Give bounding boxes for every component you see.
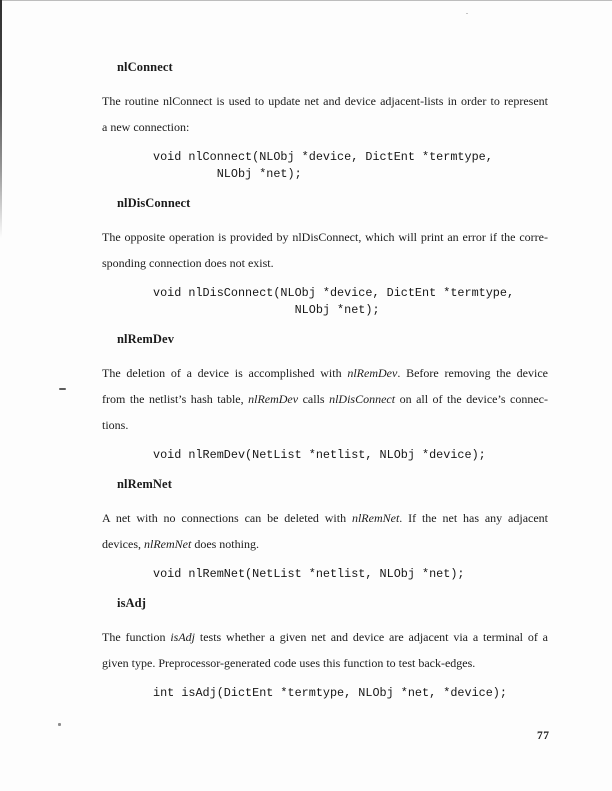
paragraph-line [102, 114, 548, 140]
code-line: NLObj *net); [153, 303, 380, 317]
text-run: The function [102, 630, 171, 644]
code-block [153, 566, 548, 583]
italic-text-run: nlRemNet [351, 511, 400, 525]
code-block [153, 285, 548, 319]
text-run: The deletion of a device is accomplished with [102, 366, 348, 380]
code-line: void nlConnect(NLObj *device, DictEnt *termtype, [153, 150, 493, 164]
paragraph-line [102, 386, 548, 412]
code-block [153, 149, 548, 183]
italic-text-run: nlRemNet [143, 537, 192, 551]
text-run: The routine nlConnect is used to update net and device adjacent-lists in order to represent [102, 94, 548, 108]
text-run: given type. Preprocessor-generated code uses this function to test back-edges. [102, 656, 476, 670]
paragraph-line [102, 224, 548, 250]
text-run: does nothing. [191, 537, 259, 551]
paragraph-line [102, 650, 548, 676]
body-paragraph [102, 624, 548, 676]
body-paragraph [102, 360, 548, 438]
italic-text-run: isAdj [170, 630, 196, 644]
function-heading: nlRemDev [117, 332, 175, 346]
scan-left-edge-artifact [0, 0, 2, 238]
scan-speck-artifact [466, 13, 468, 14]
code-line: void nlRemDev(NetList *netlist, NLObj *device); [153, 448, 486, 462]
function-heading: isAdj [117, 596, 146, 610]
paragraph-line [102, 624, 548, 650]
code-line: void nlDisConnect(NLObj *device, DictEnt *termtype, [153, 286, 515, 300]
paragraph-line [102, 531, 548, 557]
code-block [153, 685, 548, 702]
text-run: sponding connection does not exist. [102, 256, 274, 270]
code-line: NLObj *net); [153, 167, 302, 181]
body-paragraph [102, 224, 548, 276]
italic-text-run: nlRemDev [347, 366, 398, 380]
code-line: int isAdj(DictEnt *termtype, NLObj *net, *device); [153, 686, 507, 700]
function-heading: nlDisConnect [117, 196, 191, 210]
page-number: 77 [537, 730, 550, 742]
text-run: on all of the device’s connec- [395, 392, 548, 406]
italic-text-run: nlRemDev [248, 392, 299, 406]
text-run: tions. [102, 418, 129, 432]
paragraph-line [102, 250, 548, 276]
text-run: a new connection: [102, 120, 190, 134]
scan-margin-dash-mark [59, 388, 66, 390]
text-run: A net with no connections can be deleted with [102, 511, 352, 525]
paragraph-line [102, 412, 548, 438]
function-heading: nlConnect [117, 60, 173, 74]
italic-text-run: nlDisConnect [329, 392, 396, 406]
text-run: calls [298, 392, 330, 406]
code-line: void nlRemNet(NetList *netlist, NLObj *net); [153, 567, 465, 581]
text-run: from the netlist’s hash table, [102, 392, 249, 406]
paragraph-line [102, 88, 548, 114]
section-nldisconnect [102, 196, 548, 319]
function-heading: nlRemNet [117, 477, 172, 491]
text-run: . If the net has any adjacent [399, 511, 549, 525]
text-column [102, 60, 548, 715]
section-isadj [102, 596, 548, 702]
text-run: devices, [102, 537, 144, 551]
text-run: The opposite operation is provided by nlDisConnect, which will print an error if the corre- [102, 230, 548, 244]
code-block [153, 447, 548, 464]
paragraph-line [102, 505, 548, 531]
section-nlconnect [102, 60, 548, 183]
body-paragraph [102, 505, 548, 557]
paragraph-line [102, 360, 548, 386]
text-run: . Before removing the device [397, 366, 548, 380]
body-paragraph [102, 88, 548, 140]
text-run: tests whether a given net and device are adjacent via a terminal of a [195, 630, 548, 644]
scan-top-edge-artifact [0, 0, 612, 1]
section-nlremdev [102, 332, 548, 464]
scan-margin-dot-mark [58, 723, 61, 726]
section-nlremnet [102, 477, 548, 583]
